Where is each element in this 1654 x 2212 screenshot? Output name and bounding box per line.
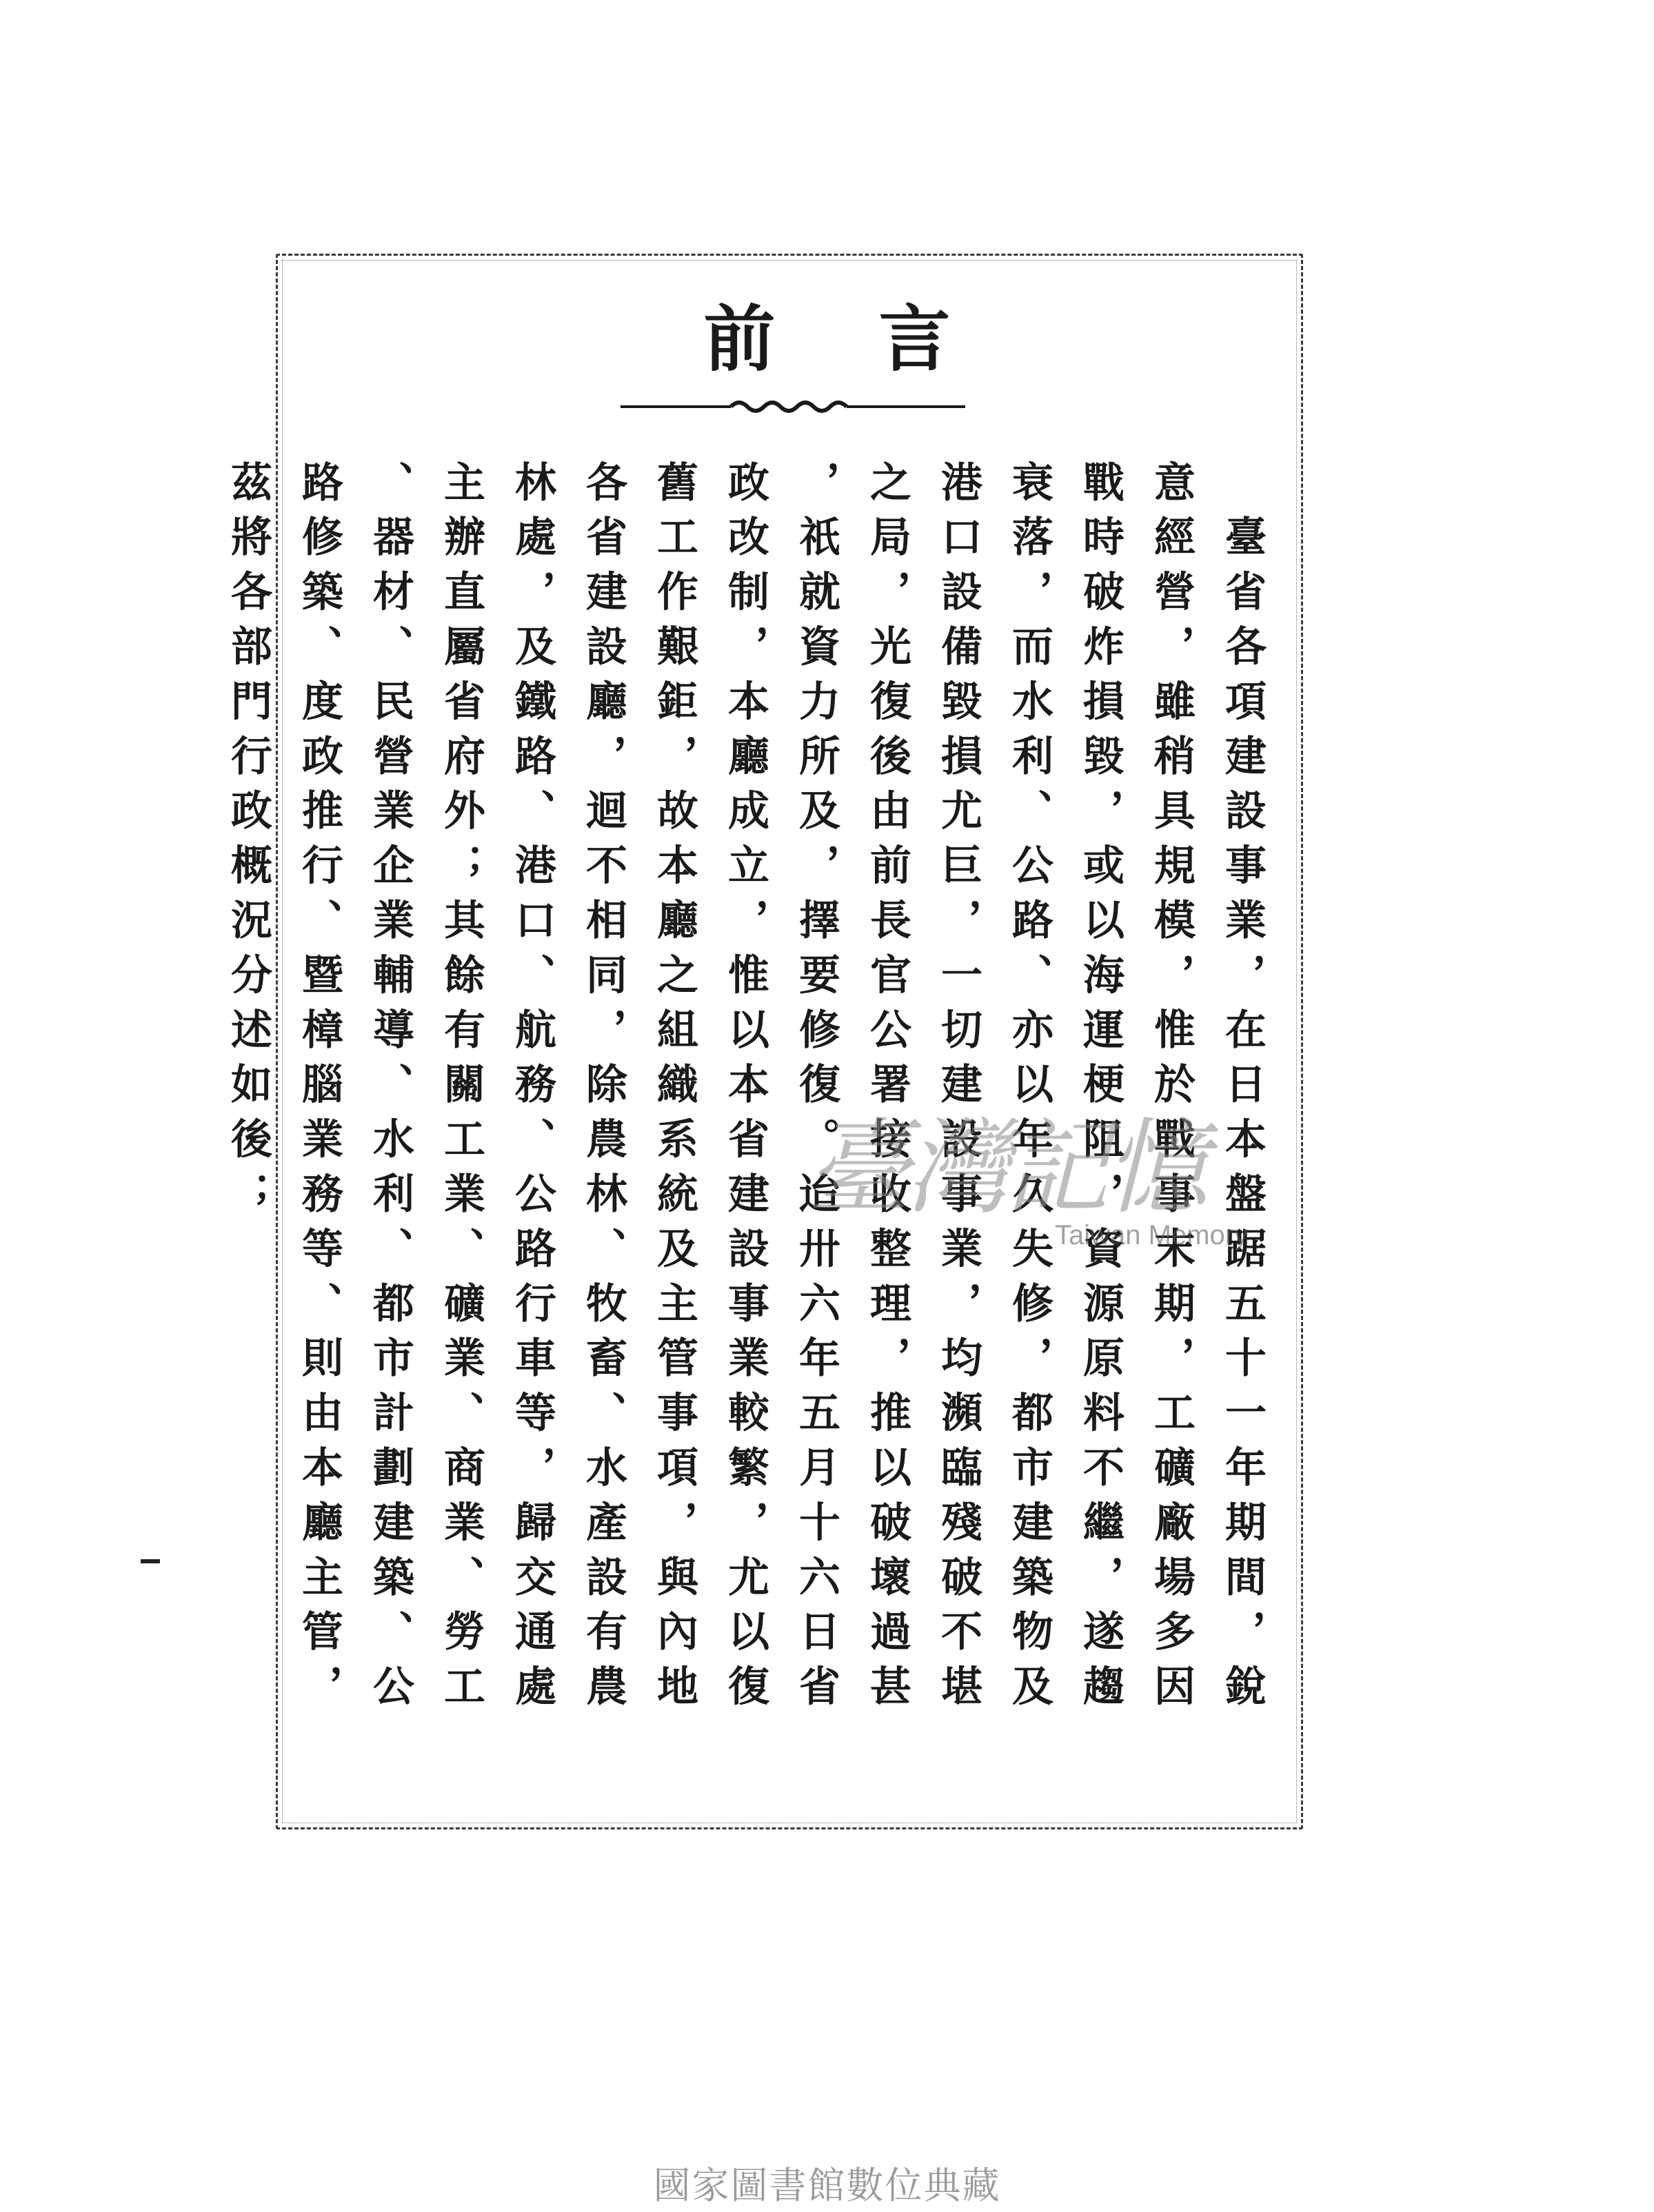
page-title <box>0 296 1654 381</box>
taiwan-memory-watermark <box>807 1108 1282 1250</box>
watermark-characters: 臺灣記憶 <box>807 1108 1204 1228</box>
margin-mark <box>141 1559 160 1563</box>
title-underline-ornament <box>621 393 965 420</box>
preface-body-text: 臺省各項建設事業，在日本盤踞五十一年期間，銳 意經營，雖稍具規模，惟於戰事末期，工礦廠場多因 戰時破炸損毀，或以海運梗阻，資源原料不繼，遂趨 衰落，而水利、公路、亦以年久失修，都市建築物及 港口設備毀損尤巨，一切建設事業，均瀕臨殘破不堪 之局，光復後由前長官公署接收整理，推以破壞過甚 ，祇就資力所及，擇要修復。迨卅六年五月十六日省 政改制，本廳成立，惟以本省建設事業較繁，尤以復 舊工作艱鉅，故本廳之組織系統及主管事項，與內地 各省建設廳，迴不相同，除農林、牧畜、水產設有農 林處，及鐵路、港口、航務、公路行車等，歸交通處 主辦直屬省府外；其餘有關工業、礦業、商業、勞工 、器材、民營業企業輔導、水利、都市計劃建築、公 路修築、度政推行、暨樟腦業務等、則由本廳主管， 茲將各部門行政概況分述如後； <box>224 460 1267 1720</box>
watermark-latin: Taiwan Memory <box>1055 1220 1249 1250</box>
page-title-text: 前言 <box>703 296 1054 381</box>
footer-watermark: 國家圖書館數位典藏 <box>653 2164 1001 2207</box>
